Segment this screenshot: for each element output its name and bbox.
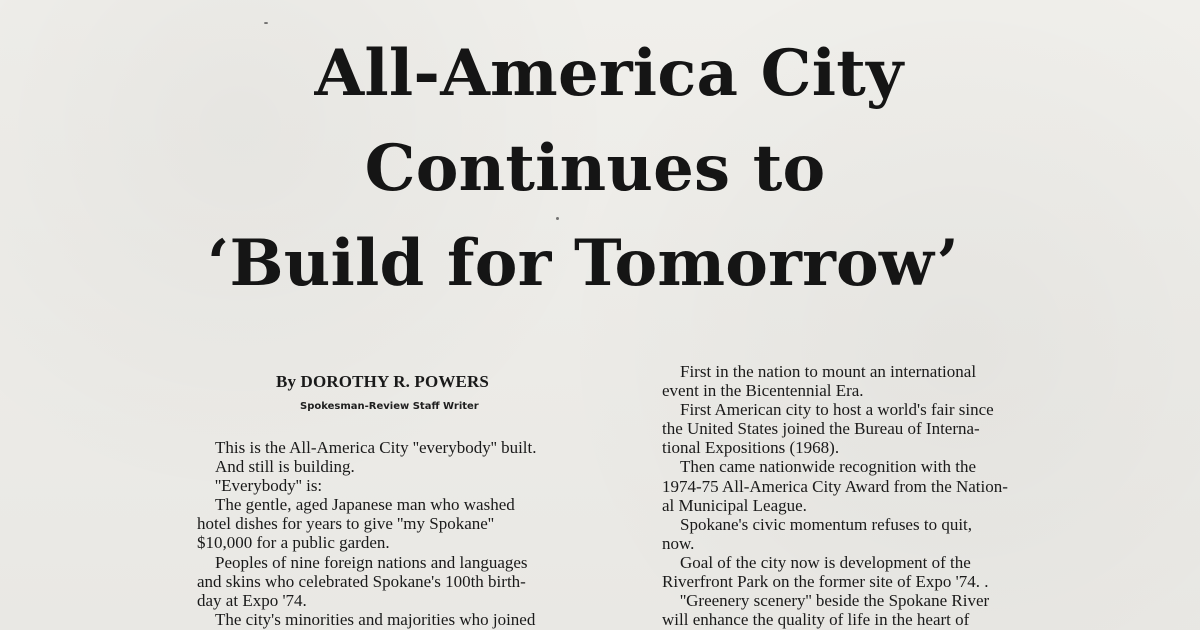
staff-credit: Spokesman-Review Staff Writer <box>300 401 479 412</box>
article-column-left <box>197 438 602 629</box>
article-line: and skins who celebrated Spokane's 100th birth- <box>197 571 526 591</box>
headline-line-3: ‘Build for Tomorrow’ <box>207 226 959 301</box>
article-line: day at Expo '74. <box>197 590 307 610</box>
article-line: tional Expositions (1968). <box>662 438 840 458</box>
article-column-right <box>662 362 1067 629</box>
article-line: The city's minorities and majorities who joined <box>215 609 536 629</box>
headline-line-2: Continues to <box>364 131 826 206</box>
headline-line-1: All-America City <box>314 36 904 111</box>
article-line: The gentle, aged Japanese man who washed <box>215 495 515 515</box>
article-line: now. <box>662 533 695 553</box>
article-line: Peoples of nine foreign nations and languages <box>215 552 528 572</box>
article-line: And still is building. <box>215 457 355 477</box>
article-line: hotel dishes for years to give ''my Spokane'' <box>197 514 494 534</box>
paper-speck <box>556 217 559 220</box>
article-line: event in the Bicentennial Era. <box>662 381 864 401</box>
article-line: ''Greenery scenery'' beside the Spokane River <box>680 591 990 611</box>
article-line: First in the nation to mount an international <box>680 362 977 381</box>
article-line: the United States joined the Bureau of Interna- <box>662 419 980 439</box>
article-line: $10,000 for a public garden. <box>197 533 390 553</box>
article-line: Goal of the city now is development of the <box>680 552 971 572</box>
article-line: 1974-75 All-America City Award from the Nation- <box>662 476 1008 496</box>
article-line: al Municipal League. <box>662 495 807 515</box>
paper-speck <box>264 22 268 24</box>
article-line: Riverfront Park on the former site of Expo '74. . <box>662 572 989 592</box>
article-line: This is the All-America City ''everybody'' built. <box>215 438 537 457</box>
article-line: will enhance the quality of life in the heart of <box>662 610 970 630</box>
article-line: First American city to host a world's fair since <box>680 400 994 420</box>
byline: By DOROTHY R. POWERS <box>276 372 490 391</box>
article-line: Then came nationwide recognition with the <box>680 457 976 477</box>
article-line: ''Everybody'' is: <box>215 476 323 496</box>
article-line: Spokane's civic momentum refuses to quit, <box>680 514 973 534</box>
